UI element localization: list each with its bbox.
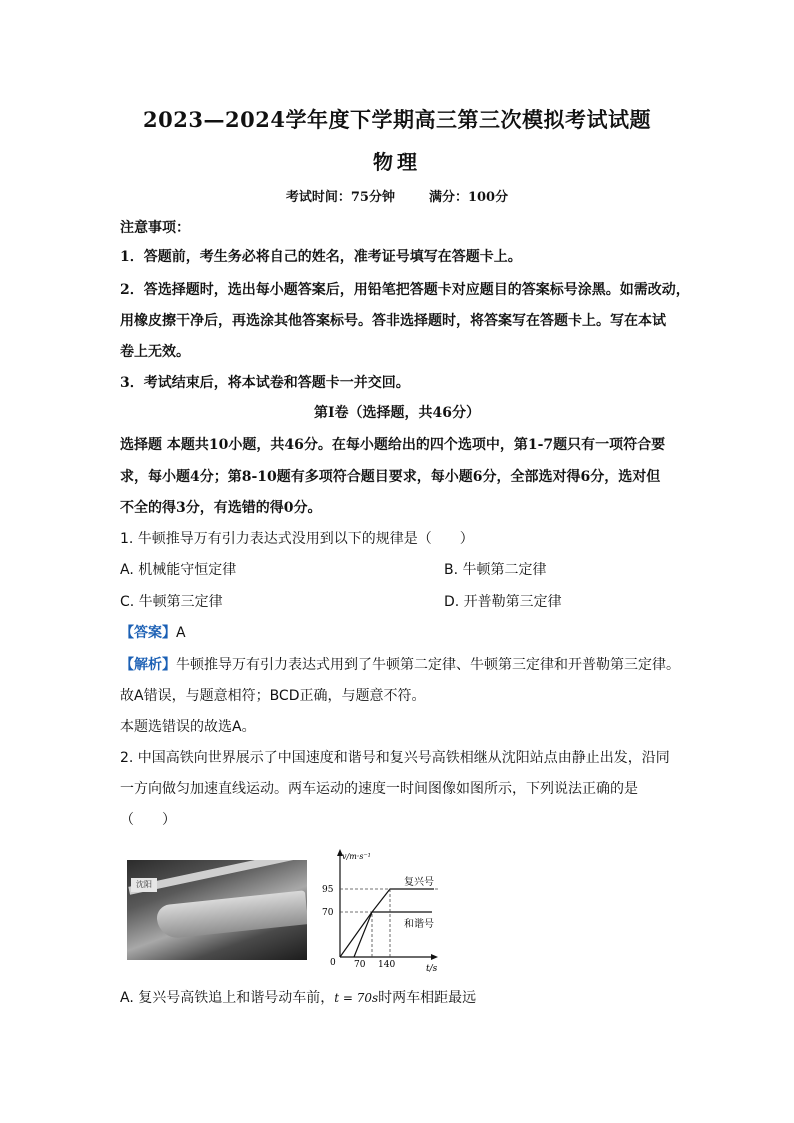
exam-score: 满分：100分 — [428, 190, 509, 205]
note-item-2-line-1: 2．答选择题时，选出每小题答案后，用铅笔把答题卡对应题目的答案标号涂黑。如需改动， — [120, 282, 690, 298]
note-item-1: 1．答题前，考生务必将自己的姓名，准考证号填写在答题卡上。 — [120, 249, 522, 265]
subject-title: 物理 — [373, 150, 421, 174]
x-tick-70: 70 — [354, 960, 366, 970]
q1-options-row-1 — [120, 560, 680, 580]
section-intro-line-2: 求，每小题4分；第8-10题有多项符合题目要求，每小题6分，全部选对得6分，选对但 — [120, 469, 661, 485]
q1-option-c: C. 牛顿第三定律 — [120, 594, 223, 610]
note-item-2-line-3: 卷上无效。 — [120, 344, 190, 360]
answer-value: A — [176, 625, 186, 641]
origin-label: 0 — [330, 958, 336, 968]
exam-time: 考试时间：75分钟 — [285, 190, 395, 205]
q1-answer — [120, 623, 680, 643]
analysis-text-1: 牛顿推导万有引力表达式用到了牛顿第二定律、牛顿第三定律和开普勒第三定律。 — [176, 657, 680, 673]
series-fuxing-label: 复兴号 — [404, 877, 434, 888]
high-speed-train — [156, 890, 307, 939]
station-sign: 沈阳 — [131, 878, 157, 892]
notes-heading: 注意事项： — [120, 220, 190, 236]
q1-analysis-line-1 — [120, 655, 680, 675]
y-axis-label: v/m·s⁻¹ — [342, 852, 371, 861]
q2-stem-line-2: 一方向做匀加速直线运动。两车运动的速度一时间图像如图所示，下列说法正确的是 — [120, 781, 638, 797]
q2-stem-line-3: （ ） — [120, 812, 176, 828]
y-tick-70: 70 — [322, 908, 334, 918]
q2-option-a — [120, 988, 680, 1008]
y-tick-95: 95 — [322, 885, 334, 895]
q1-option-d: D. 开普勒第三定律 — [444, 594, 562, 610]
q1-option-b: B. 牛顿第二定律 — [444, 562, 547, 578]
section-intro-line-3: 不全的得3分，有选错的得0分。 — [120, 500, 322, 516]
q1-option-a: A. 机械能守恒定律 — [120, 562, 237, 578]
section-title: 第Ⅰ卷（选择题，共46分） — [313, 405, 481, 421]
note-item-3: 3．考试结束后，将本试卷和答题卡一并交回。 — [120, 375, 410, 391]
exam-title: 2023—2024学年度下学期高三第三次模拟考试试题 — [143, 107, 651, 132]
section-intro-line-1: 选择题 本题共10小题，共46分。在每小题给出的四个选项中，第1-7题只有一项符合要 — [120, 437, 666, 453]
analysis-tag: 【解析】 — [120, 657, 176, 673]
velocity-time-graph — [312, 845, 442, 975]
q2-option-a-math: t = 70s — [334, 991, 379, 1005]
q1-stem: 1. 牛顿推导万有引力表达式没用到以下的规律是（ ） — [120, 531, 474, 547]
note-item-2-line-2: 用橡皮擦干净后，再选涂其他答案标号。答非选择题时，将答案写在答题卡上。写在本试 — [120, 313, 666, 329]
train-photo — [127, 860, 307, 960]
x-tick-140: 140 — [378, 960, 396, 970]
q2-option-a-pre: A. 复兴号高铁追上和谐号动车前， — [120, 990, 335, 1006]
q1-options-row-2 — [120, 592, 680, 612]
exam-meta — [0, 186, 794, 205]
x-axis-arrow — [431, 954, 438, 960]
q2-option-a-post: 时两车相距最远 — [378, 990, 477, 1006]
answer-tag: 【答案】 — [120, 625, 176, 641]
q1-analysis-line-2: 故A错误，与题意相符；BCD正确，与题意不符。 — [120, 688, 426, 704]
x-axis-label: t/s — [426, 964, 438, 974]
series-hexie-label: 和谐号 — [404, 919, 434, 930]
q1-analysis-line-3: 本题选错误的故选A。 — [120, 719, 256, 735]
q2-stem-line-1: 2. 中国高铁向世界展示了中国速度和谐号和复兴号高铁相继从沈阳站点由静止出发，沿同 — [120, 750, 670, 766]
